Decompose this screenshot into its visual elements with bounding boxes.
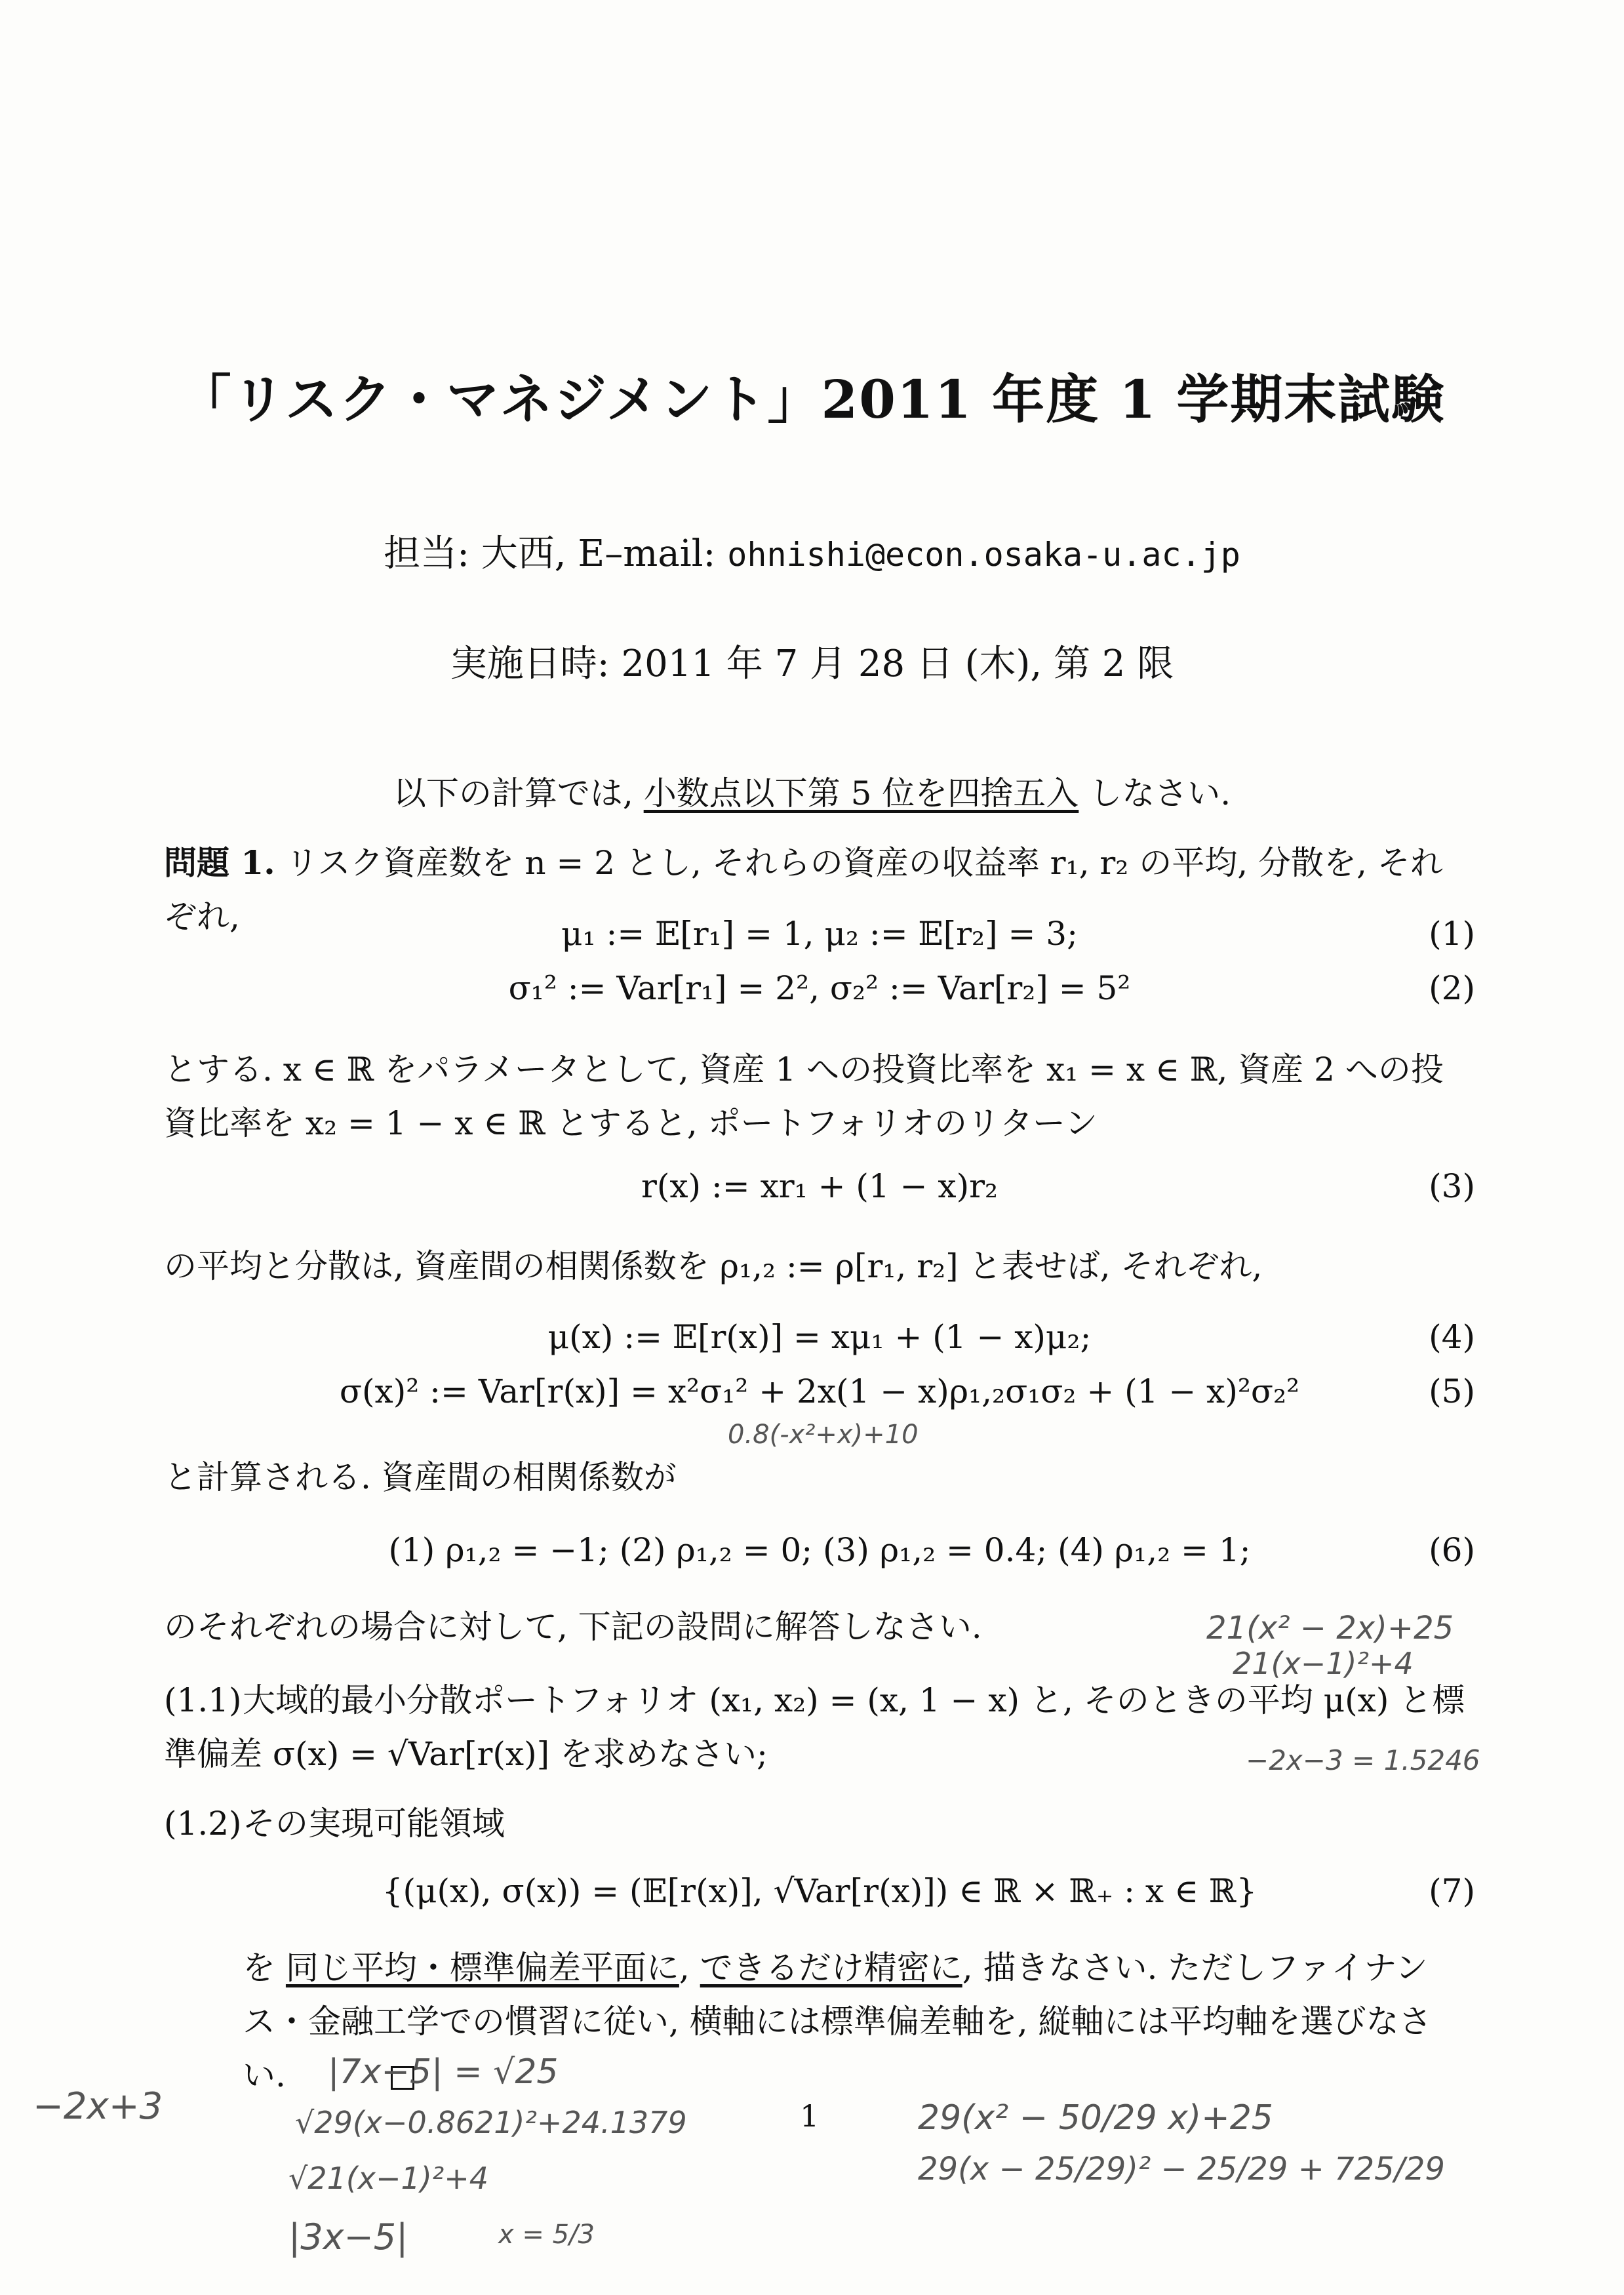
equation-6-body: (1) ρ₁,₂ = −1; (2) ρ₁,₂ = 0; (3) ρ₁,₂ = 0.4; (4) ρ₁,₂ = 1; bbox=[388, 1531, 1251, 1569]
question-1-2 bbox=[164, 1797, 1475, 1850]
handwritten-note-10: x = 5/3 bbox=[498, 2220, 595, 2250]
handwritten-note-7: √29(x−0.8621)²+24.1379 bbox=[295, 2105, 687, 2140]
equation-5-number: (5) bbox=[1429, 1372, 1475, 1410]
handwritten-note-11: 29(x² − 50/29 x)+25 bbox=[918, 2098, 1273, 2138]
q12-mid: , bbox=[679, 1949, 700, 1987]
equation-7 bbox=[164, 1872, 1475, 1918]
equation-4 bbox=[164, 1318, 1475, 1364]
equation-3 bbox=[164, 1167, 1475, 1213]
author-label: 担当: 大西, E–mail: bbox=[384, 532, 716, 575]
equation-2 bbox=[164, 969, 1475, 1015]
handwritten-note-6: |7x−5| = √25 bbox=[328, 2052, 559, 2092]
equation-1-body: μ₁ := 𝔼[r₁] = 1, μ₂ := 𝔼[r₂] = 3; bbox=[561, 915, 1078, 953]
exam-date: 実施日時: 2011 年 7 月 28 日 (木), 第 2 限 bbox=[450, 643, 1174, 685]
note-underlined: 小数点以下第 5 位を四捨五入 bbox=[643, 774, 1079, 812]
handwritten-note-1: 0.8(-x²+x)+10 bbox=[728, 1420, 919, 1450]
equation-4-number: (4) bbox=[1429, 1318, 1475, 1356]
equation-3-number: (3) bbox=[1429, 1167, 1475, 1205]
q12-underlined-1: 同じ平均・標準偏差平面に bbox=[285, 1949, 679, 1987]
handwritten-note-5: −2x+3 bbox=[33, 2085, 163, 2128]
handwritten-note-8: √21(x−1)²+4 bbox=[288, 2161, 489, 2196]
equation-3-body: r(x) := xr₁ + (1 − x)r₂ bbox=[641, 1167, 999, 1205]
paragraph-5: のそれぞれの場合に対して, 下記の設問に解答しなさい. bbox=[164, 1608, 982, 1646]
handwritten-note-3: 21(x−1)²+4 bbox=[1233, 1646, 1414, 1681]
paragraph-4: と計算される. 資産間の相関係数が bbox=[164, 1458, 677, 1496]
equation-5 bbox=[164, 1372, 1475, 1418]
equation-4-body: μ(x) := 𝔼[r(x)] = xμ₁ + (1 − x)μ₂; bbox=[547, 1318, 1092, 1356]
equation-6 bbox=[164, 1531, 1475, 1577]
equation-5-body: σ(x)² := Var[r(x)] = x²σ₁² + 2x(1 − x)ρ₁,₂σ₁σ₂ + (1 − x)²σ₂² bbox=[339, 1372, 1300, 1410]
equation-7-body: {(μ(x), σ(x)) = (𝔼[r(x)], √Var[r(x)]) ∈ ℝ × ℝ₊ : x ∈ ℝ} bbox=[382, 1872, 1258, 1910]
question-1-1-label: (1.1) bbox=[164, 1681, 242, 1719]
paragraph-2: とする. x ∈ ℝ をパラメータとして, 資産 1 への投資比率を x₁ = x ∈ ℝ, 資産 2 への投資比率を x₂ = 1 − x ∈ ℝ とすると, ポートフォリオのリターン bbox=[164, 1050, 1444, 1142]
note-pre: 以下の計算では, bbox=[393, 774, 644, 812]
author-email: ohnishi@econ.osaka-u.ac.jp bbox=[727, 536, 1240, 574]
equation-1 bbox=[164, 915, 1475, 961]
equation-6-number: (6) bbox=[1429, 1531, 1475, 1569]
handwritten-note-4: −2x−3 = 1.5246 bbox=[1246, 1744, 1480, 1776]
q12-pre: を bbox=[243, 1949, 286, 1987]
paragraph-3: の平均と分散は, 資産間の相関係数を ρ₁,₂ := ρ[r₁, r₂] と表せば, それぞれ, bbox=[164, 1247, 1263, 1285]
q12-post: , 描きなさい. ただしファイナンス・金融工学での慣習に従い, 横軸には標準偏差軸を, 縦軸には平均軸を選びなさい. bbox=[243, 1949, 1432, 2094]
exam-title: 「リスク・マネジメント」2011 年度 1 学期末試験 bbox=[178, 369, 1446, 430]
question-1-1-text: 大域的最小分散ポートフォリオ (x₁, x₂) = (x, 1 − x) と, そのときの平均 μ(x) と標準偏差 σ(x) = √Var[r(x)] を求めなさい; bbox=[164, 1681, 1465, 1773]
handwritten-note-12: 29(x − 25/29)² − 25/29 + 725/29 bbox=[918, 2151, 1445, 2187]
equation-2-body: σ₁² := Var[r₁] = 2², σ₂² := Var[r₂] = 5² bbox=[508, 969, 1131, 1007]
rounding-note bbox=[0, 767, 1624, 814]
problem1-label: 問題 1. bbox=[164, 843, 275, 882]
question-1-2-text: その実現可能領域 bbox=[243, 1805, 505, 1843]
page-number: 1 bbox=[800, 2098, 820, 2134]
handwritten-note-9: |3x−5| bbox=[288, 2216, 408, 2258]
equation-1-number: (1) bbox=[1429, 915, 1475, 953]
handwritten-note-2: 21(x² − 2x)+25 bbox=[1206, 1610, 1454, 1646]
equation-2-number: (2) bbox=[1429, 969, 1475, 1007]
q12-underlined-2: できるだけ精密に bbox=[700, 1949, 962, 1987]
equation-7-number: (7) bbox=[1429, 1872, 1475, 1910]
author-line bbox=[0, 525, 1624, 577]
question-1-2-label: (1.2) bbox=[164, 1805, 242, 1843]
note-post: しなさい. bbox=[1079, 774, 1231, 812]
problem1-intro-text: リスク資産数を n = 2 とし, それらの資産の収益率 r₁, r₂ の平均, 分散を, それぞれ, bbox=[164, 844, 1443, 936]
